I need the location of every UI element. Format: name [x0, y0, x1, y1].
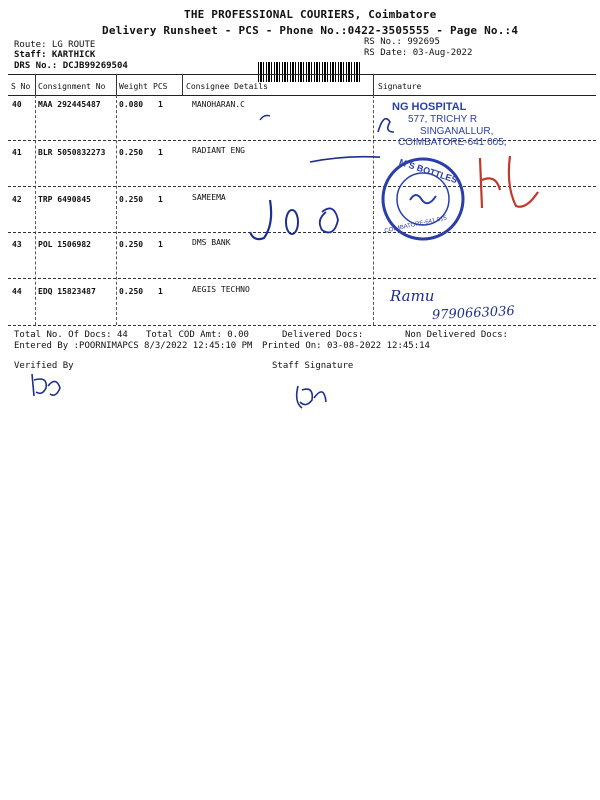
- initial-signature: [374, 108, 400, 138]
- route-label: Route: LG ROUTE: [14, 40, 96, 50]
- header-top-rule: [8, 74, 596, 75]
- col-header-signature: Signature: [378, 82, 422, 91]
- barcode: [258, 62, 360, 82]
- staff-signature: [290, 380, 330, 414]
- row-divider: [116, 95, 117, 325]
- row-consignee: MANOHARAN.C: [192, 100, 245, 109]
- table-bottom-rule: [8, 325, 596, 326]
- row-consignment: POL 1506982: [38, 240, 91, 249]
- row-sno: 44: [12, 287, 22, 296]
- ink-scribbles: [240, 100, 380, 260]
- verified-by-label: Verified By: [14, 361, 74, 371]
- delivered-docs: Delivered Docs:: [282, 330, 364, 340]
- red-signature: [470, 150, 550, 220]
- row-weight: 0.250: [119, 287, 144, 296]
- row-sno: 43: [12, 240, 22, 249]
- printed-on: Printed On: 03-08-2022 12:45:14: [262, 341, 430, 351]
- row-consignee: DMS BANK: [192, 238, 231, 247]
- col-header-sno: S No: [11, 82, 31, 91]
- row-pcs: 1: [158, 287, 163, 296]
- row-divider: [35, 95, 36, 325]
- row-weight: 0.250: [119, 148, 144, 157]
- row-consignment: BLR 5050832273: [38, 148, 106, 157]
- rs-number: RS No.: 992695: [364, 37, 440, 47]
- total-cod-amount: Total COD Amt: 0.00: [146, 330, 249, 340]
- row-pcs: 1: [158, 240, 163, 249]
- row-pcs: 1: [158, 195, 163, 204]
- staff-label: Staff: KARTHICK: [14, 50, 96, 60]
- row-sno: 42: [12, 195, 22, 204]
- col-header-consignee: Consignee Details: [186, 82, 268, 91]
- runsheet-subtitle: Delivery Runsheet - PCS - Phone No.:0422-3505555 - Page No.:4: [102, 24, 519, 37]
- round-stamp-bottom-text: COIMBATORE-641 015: [384, 215, 448, 235]
- entered-by: Entered By :POORNIMAPCS 8/3/2022 12:45:10 PM: [14, 341, 253, 351]
- total-docs: Total No. Of Docs: 44: [14, 330, 128, 340]
- col-divider: [373, 74, 374, 95]
- verifier-signature: [26, 370, 66, 400]
- non-delivered-docs: Non Delivered Docs:: [405, 330, 508, 340]
- company-title: THE PROFESSIONAL COURIERS, Coimbatore: [184, 8, 437, 21]
- row-weight: 0.250: [119, 240, 144, 249]
- hospital-stamp-line3: SINGANALLUR,: [420, 126, 494, 137]
- row-sno: 41: [12, 148, 22, 157]
- header-bottom-rule: [8, 95, 596, 96]
- col-header-weight: Weight: [119, 82, 148, 91]
- round-stamp-text: M S BOTTLES: [397, 156, 459, 186]
- staff-signature-label: Staff Signature: [272, 361, 354, 371]
- row-weight: 0.250: [119, 195, 144, 204]
- row-consignment: TRP 6490845: [38, 195, 91, 204]
- col-header-consignment: Consignment No: [38, 82, 106, 91]
- col-divider: [182, 74, 183, 95]
- row-consignee: SAMEEMA: [192, 193, 226, 202]
- col-header-pcs: PCS: [153, 82, 168, 91]
- handwritten-phone: 9790663036: [431, 303, 516, 324]
- row-consignee: AEGIS TECHNO: [192, 285, 250, 294]
- row-pcs: 1: [158, 148, 163, 157]
- row-consignment: MAA 292445487: [38, 100, 101, 109]
- row-pcs: 1: [158, 100, 163, 109]
- row-weight: 0.080: [119, 100, 144, 109]
- col-divider: [35, 74, 36, 95]
- hospital-stamp-line4: COIMBATORE-641 005,: [398, 137, 507, 148]
- rs-date: RS Date: 03-Aug-2022: [364, 48, 473, 58]
- row-consignment: EDQ 15823487: [38, 287, 96, 296]
- col-divider: [116, 74, 117, 95]
- hospital-stamp-line1: NG HOSPITAL: [392, 101, 467, 113]
- row-sno: 40: [12, 100, 22, 109]
- row-separator: [8, 278, 596, 279]
- row-consignee: RADIANT ENG: [192, 146, 245, 155]
- handwritten-name: Ramu: [390, 287, 435, 305]
- drs-number: DRS No.: DCJB99269504: [14, 61, 128, 71]
- hospital-stamp-line2: 577, TRICHY R: [408, 114, 478, 125]
